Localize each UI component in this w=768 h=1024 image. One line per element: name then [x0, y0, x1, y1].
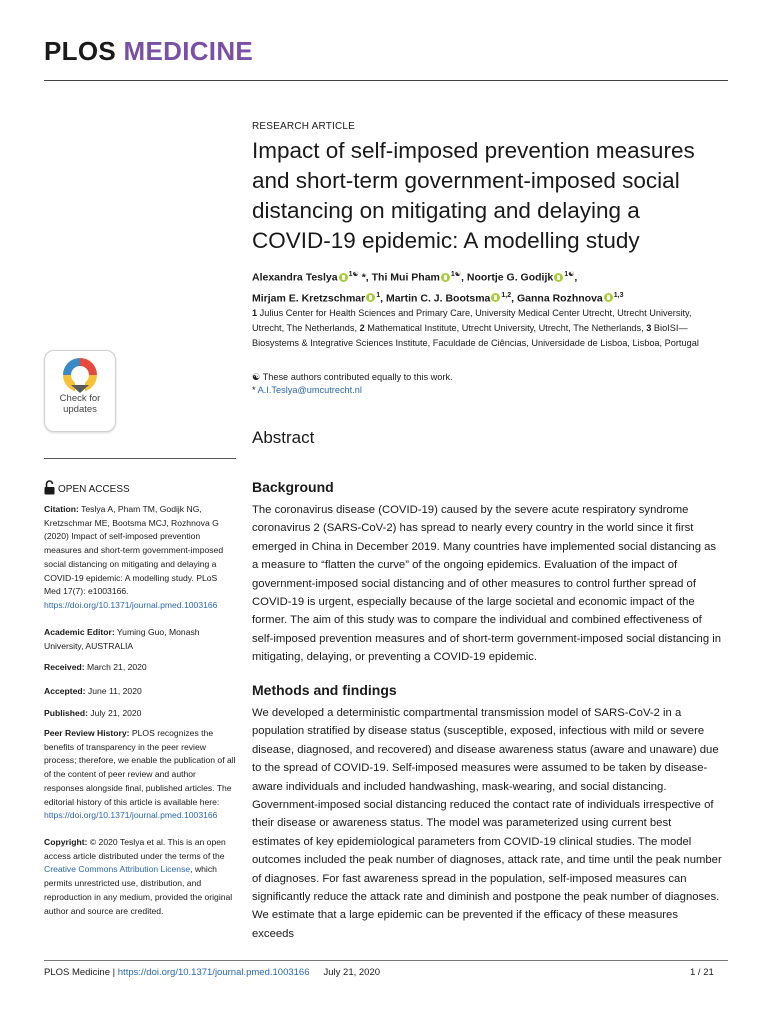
published-label: Published: — [44, 708, 88, 718]
author-list — [252, 266, 722, 307]
author-separator: , — [574, 271, 578, 284]
academic-editor-block — [44, 626, 236, 653]
affiliations — [252, 306, 722, 351]
received-label: Received: — [44, 662, 85, 672]
affiliation-text: Mathematical Institute, Utrecht University, Utrecht, The Netherlands, — [364, 323, 647, 333]
accepted-block — [44, 685, 236, 699]
author-name[interactable]: Alexandra Teslya — [252, 271, 338, 284]
author-separator: , — [380, 292, 386, 304]
author-name[interactable]: Ganna Rozhnova — [516, 292, 603, 304]
open-access-label — [44, 480, 130, 498]
received-block — [44, 661, 236, 675]
footer-doi-link[interactable]: https://doi.org/10.1371/journal.pmed.1003166 — [117, 967, 310, 978]
journal-logo — [44, 36, 253, 67]
check-updates-icon — [60, 355, 100, 395]
author-affiliation-mark: 1☯ — [348, 271, 359, 278]
author-affiliation-mark: 1 — [376, 291, 381, 299]
affiliation-number: 1 — [252, 308, 258, 318]
article-type: RESEARCH ARTICLE — [252, 121, 356, 132]
copyright-label: Copyright: — [44, 837, 88, 847]
copyright-text-1: © 2020 Teslya et al. This is an open access article distributed under the terms of the — [44, 837, 226, 861]
editor-label: Academic Editor: — [44, 627, 115, 637]
author-name[interactable]: Mirjam E. Kretzschmar — [252, 292, 366, 304]
published-date: July 21, 2020 — [87, 708, 142, 718]
citation-label: Citation: — [44, 504, 79, 514]
journal-logo-medicine: MEDICINE — [123, 36, 254, 66]
accepted-label: Accepted: — [44, 686, 86, 696]
footer-divider — [44, 960, 728, 961]
orcid-icon[interactable] — [441, 273, 450, 282]
orcid-icon[interactable] — [604, 293, 613, 302]
affiliation-text: BioISI—Biosystems & Integrative Sciences Institute, Faculdade de Ciências, Universidade de Lisboa, Lisboa, Portugal — [252, 323, 699, 348]
orcid-icon[interactable] — [491, 293, 500, 302]
author-separator: , — [511, 292, 517, 304]
affiliation-number: 2 — [359, 323, 365, 333]
author-affiliation-mark: 1☯ — [450, 271, 462, 278]
check-updates-label: Check for updates — [59, 393, 101, 415]
peer-review-label: Peer Review History: — [44, 728, 130, 738]
accepted-date: June 11, 2020 — [85, 686, 142, 696]
author-name[interactable]: Thi Mui Pham — [371, 271, 440, 284]
corresponding-author-note — [252, 384, 722, 397]
citation-doi-link[interactable]: https://doi.org/10.1371/journal.pmed.1003166 — [44, 599, 218, 610]
published-block — [44, 707, 236, 721]
peer-review-block — [44, 727, 236, 823]
orcid-icon[interactable] — [366, 293, 375, 302]
received-date: March 21, 2020 — [84, 662, 147, 672]
footer-date: July 21, 2020 — [323, 967, 381, 978]
copyright-block — [44, 836, 236, 918]
sidebar-divider — [44, 458, 236, 459]
affiliation-number: 3 — [646, 323, 652, 333]
author-separator: *, — [358, 271, 372, 284]
orcid-icon[interactable] — [339, 273, 348, 282]
license-link[interactable]: Creative Commons Attribution License — [44, 864, 191, 875]
footer-citation — [44, 967, 380, 978]
open-lock-icon — [44, 480, 55, 498]
corresponding-mark: * — [252, 385, 258, 395]
footer-journal: PLOS Medicine | — [44, 967, 118, 978]
copyright-text-2: , which permits unrestricted use, distribution, and reproduction in any medium, provided the original author and source are credited. — [44, 864, 233, 916]
abstract-heading: Abstract — [252, 428, 315, 447]
orcid-icon[interactable] — [554, 273, 563, 282]
methods-heading: Methods and findings — [252, 682, 397, 698]
methods-paragraph: We developed a deterministic compartmental transmission model of SARS-CoV-2 in a population stratified by disease status (susceptible, exposed, infectious with mild or severe disease, diagnosed, and recovered) and disease awareness status (aware and unaware) due to the spread of COVID-19. Self-imposed measures were assumed to be taken by disease-aware individuals and included handwashing, mask-wearing, and social distancing. Government-imposed social distancing reduced the contact rate of individuals irrespective of their disease or awareness status. The model was parameterized using current best estimates of key epidemiological parameters from COVID-19 clinical studies. The model outcomes included the peak number of diagnoses, attack rate, and time until the peak number of diagnoses. For fast awareness spread in the population, self-imposed measures can significantly reduce the attack rate and diminish and postpone the peak number of diagnoses. We estimate that a large epidemic can be prevented if the efficacy of these measures exceeds — [252, 707, 722, 940]
editor-text: Yuming Guo, Monash University, AUSTRALIA — [44, 627, 200, 651]
journal-logo-plos: PLOS — [44, 36, 116, 66]
author-separator: , — [461, 271, 467, 284]
citation-block — [44, 503, 236, 613]
check-for-updates-badge[interactable] — [44, 350, 116, 432]
author-notes — [252, 371, 722, 397]
peer-review-text: PLOS recognizes the benefits of transparency in the peer review process; therefore, we enable the publication of all of the content of peer review and author responses alongside final, published articles. The editorial history of this article is available here: — [44, 728, 236, 807]
article-title: Impact of self-imposed prevention measures and short-term government-imposed social distancing on mitigating and delaying a COVID-19 epidemic: A modelling study — [252, 138, 695, 253]
affiliation-text: Julius Center for Health Sciences and Primary Care, University Medical Center Utrecht, Utrecht University, Utrecht, The Netherlands, — [252, 308, 692, 333]
open-access-text: OPEN ACCESS — [58, 484, 130, 495]
author-name[interactable]: Noortje G. Godijk — [466, 271, 554, 284]
corresponding-email-link[interactable]: A.I.Teslya@umcutrecht.nl — [257, 385, 362, 395]
background-heading: Background — [252, 479, 334, 495]
background-paragraph: The coronavirus disease (COVID-19) caused by the severe acute respiratory syndrome coronavirus 2 (SARS-CoV-2) has spread to nearly every country in the world since it first emerged in China in December 2019. Many countries have implemented social distancing as a measure to “flatten the curve” of the ongoing epidemics. Evaluation of the impact of government-imposed social distancing and of other measures to control further spread of COVID-19 is urgent, especially because of the large societal and economic impact of the former. The aim of this study was to compare the individual and combined effectiveness of self-imposed prevention measures and of short-term government-imposed social distancing in mitigating, delaying, or preventing a COVID-19 epidemic. — [252, 504, 722, 664]
citation-text: Teslya A, Pham TM, Godijk NG, Kretzschmar ME, Bootsma MCJ, Rozhnova G (2020) Impact of self-imposed prevention measures and short-term government-imposed social distancing on mitigating and delaying a COVID-19 epidemic: A modelling study. PLoS Med 17(7): e1003166. — [44, 504, 224, 597]
author-name[interactable]: Martin C. J. Bootsma — [385, 292, 491, 304]
page-number: 1 / 21 — [690, 967, 714, 978]
author-affiliation-mark: 1,3 — [613, 291, 624, 299]
equal-contribution-note: ☯ These authors contributed equally to this work. — [252, 372, 453, 382]
author-affiliation-mark: 1☯ — [564, 271, 575, 278]
author-affiliation-mark: 1,2 — [501, 291, 512, 299]
peer-review-link[interactable]: https://doi.org/10.1371/journal.pmed.1003166 — [44, 810, 218, 821]
header-divider — [44, 80, 728, 81]
